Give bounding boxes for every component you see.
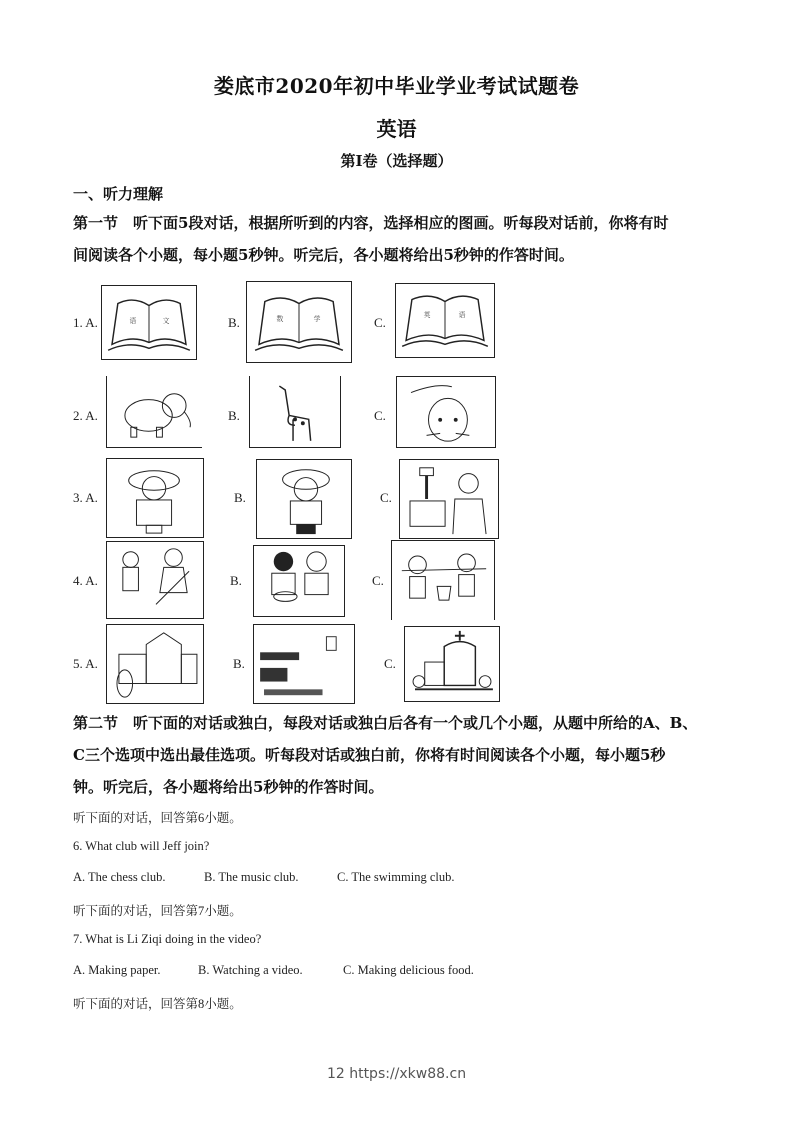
question-1-label: 1. A.: [73, 315, 98, 330]
kids-cooking-icon: [254, 546, 344, 616]
option-letter-c: C.: [374, 315, 386, 330]
svg-text:语: 语: [129, 316, 137, 325]
giraffe-icon: [250, 376, 340, 447]
option-image-scientist[interactable]: [399, 459, 499, 539]
section2-instruction-line: 钟。听完后，各小题将给出5秒钟的作答时间。: [73, 778, 384, 796]
section2-instruction-line: C三个选项中选出最佳选项。听每段对话或独白前，你将有时间阅读各个小题，每小题5秒: [73, 746, 666, 764]
exam-subject: 英语: [376, 117, 417, 141]
listening-prompt: 听下面的对话，回答第7小题。: [73, 904, 242, 918]
option-image-elephant[interactable]: [106, 376, 202, 448]
book-icon: [102, 286, 196, 359]
listening-prompt: 听下面的对话，回答第6小题。: [73, 811, 242, 825]
option-image-book-chinese[interactable]: [101, 285, 197, 360]
option-letter-b: B.: [233, 656, 245, 671]
option-image-hospital[interactable]: [404, 626, 500, 702]
book-icon: [396, 284, 494, 357]
doctor-icon: [107, 459, 203, 537]
option-image-police-officer[interactable]: [256, 459, 352, 539]
option-letter-b: B.: [234, 490, 246, 505]
question-6-options: [73, 870, 733, 888]
hospital-icon: [405, 627, 499, 701]
exam-volume: 第Ⅰ卷（选择题）: [340, 152, 453, 170]
option-image-book-english[interactable]: [395, 283, 495, 358]
option-letter-c: C.: [374, 408, 386, 423]
svg-text:英: 英: [423, 311, 431, 320]
svg-text:数: 数: [276, 315, 284, 324]
listening-prompt: 听下面的对话，回答第8小题。: [73, 997, 242, 1011]
answer-option[interactable]: C. Making delicious food.: [343, 963, 474, 977]
svg-text:文: 文: [162, 316, 170, 325]
question-7: 7. What is Li Ziqi doing in the video?: [73, 932, 262, 946]
answer-option[interactable]: B. The music club.: [204, 870, 299, 884]
answer-option[interactable]: B. Watching a video.: [198, 963, 303, 977]
option-image-mouse[interactable]: [396, 376, 496, 448]
kids-carrying-icon: [392, 541, 494, 620]
option-image-kids-carrying-bucket[interactable]: [391, 540, 495, 620]
section2-instructions: [73, 707, 723, 803]
option-image-school-building[interactable]: [106, 624, 204, 704]
scientist-icon: [400, 460, 498, 538]
kids-sweeping-icon: [107, 542, 203, 618]
svg-text:语: 语: [458, 311, 466, 320]
question-4-label: 4. A.: [73, 573, 98, 588]
part-heading: 一、听力理解: [73, 185, 164, 203]
answer-option[interactable]: C. The swimming club.: [337, 870, 455, 884]
police-icon: [257, 460, 351, 538]
answer-option[interactable]: A. The chess club.: [73, 870, 166, 884]
book-icon: [247, 282, 351, 362]
question-6: 6. What club will Jeff join?: [73, 839, 210, 853]
question-2-label: 2. A.: [73, 408, 98, 423]
option-image-kids-sweeping[interactable]: [106, 541, 204, 619]
landscape-icon: [254, 625, 354, 703]
svg-text:学: 学: [313, 315, 321, 324]
question-5-label: 5. A.: [73, 656, 98, 671]
mouse-icon: [397, 377, 495, 447]
option-image-giraffe[interactable]: [249, 376, 341, 448]
question-3-label: 3. A.: [73, 490, 98, 505]
option-image-kids-cooking[interactable]: [253, 545, 345, 617]
question-7-options: [73, 963, 733, 981]
option-image-landscape-park[interactable]: [253, 624, 355, 704]
option-letter-b: B.: [230, 573, 242, 588]
option-letter-b: B.: [228, 315, 240, 330]
exam-title: 娄底市2020年初中毕业学业考试试题卷: [213, 74, 580, 98]
section1-instruction-line: 第一节 听下面5段对话，根据所听到的内容，选择相应的图画。听每段对话前，你将有时: [73, 214, 669, 232]
page-footer: 12 https://xkw88.cn: [326, 1066, 467, 1082]
answer-option[interactable]: A. Making paper.: [73, 963, 161, 977]
option-letter-c: C.: [380, 490, 392, 505]
option-letter-c: C.: [372, 573, 384, 588]
section1-instruction-line: 间阅读各个小题，每小题5秒钟。听完后，各小题将给出5秒钟的作答时间。: [73, 246, 574, 264]
elephant-icon: [107, 376, 202, 447]
option-letter-c: C.: [384, 656, 396, 671]
school-building-icon: [107, 625, 203, 703]
option-letter-b: B.: [228, 408, 240, 423]
section1-instructions: [73, 207, 723, 271]
option-image-book-math[interactable]: [246, 281, 352, 363]
section2-instruction-line: 第二节 听下面的对话或独白，每段对话或独白后各有一个或几个小题，从题中所给的A、B、: [73, 714, 698, 732]
option-image-doctor[interactable]: [106, 458, 204, 538]
